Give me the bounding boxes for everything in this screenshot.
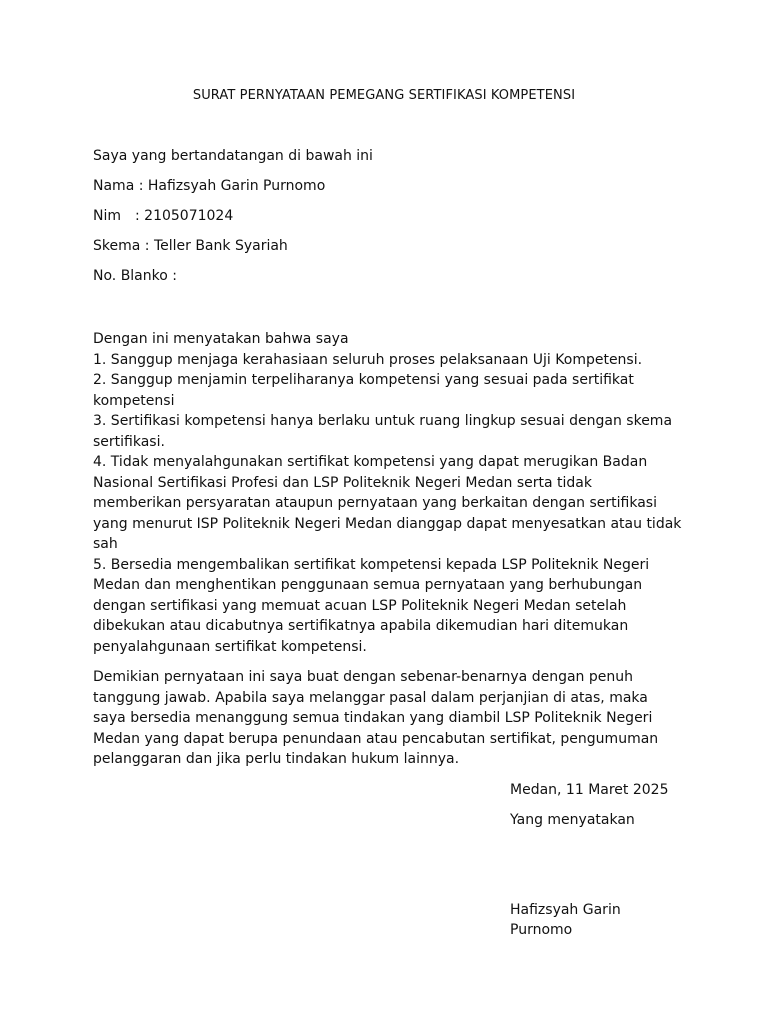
statement-item-5: 5. Bersedia mengembalikan sertifikat kompetensi kepada LSP Politeknik Negeri Medan dan menghentikan penggunaan semua pernyataan yang berhubungan dengan sertifikasi yang memuat acuan LSP Politeknik Negeri Medan setelah dibekukan atau dicabutnya sertifikatnya apabila dikemudian hari ditemukan penyalahgunaan sertifikat kompetensi. bbox=[93, 556, 650, 655]
signatory-label: Yang menyatakan bbox=[510, 812, 635, 828]
statement-item-2: 2. Sanggup menjamin terpeliharanya kompetensi yang sesuai pada sertifikat kompetensi bbox=[93, 372, 634, 409]
statement-lead: Dengan ini menyatakan bahwa saya bbox=[93, 331, 349, 347]
statement-item-4: 4. Tidak menyalahgunakan sertifikat kompetensi yang dapat merugikan Badan Nasional Sertifikasi Profesi dan LSP Politeknik Negeri Medan serta tidak memberikan persyaratan ataupun pernyataan yang berkaitan dengan sertifikasi yang menurut ISP Politeknik Negeri Medan dianggap dapat menyesatkan atau tidak sah bbox=[93, 454, 682, 552]
signatory-name-line-1: Hafizsyah Garin bbox=[510, 902, 621, 918]
statement-item-3: 3. Sertifikasi kompetensi hanya berlaku untuk ruang lingkup sesuai dengan skema sertifikasi. bbox=[93, 413, 673, 450]
intro-text: Saya yang bertandatangan di bawah ini bbox=[93, 148, 373, 164]
nim-line bbox=[93, 208, 233, 224]
closing-paragraph: Demikian pernyataan ini saya buat dengan sebenar-benarnya dengan penuh tanggung jawab. Apabila saya melanggar pasal dalam perjanjian di atas, maka saya bersedia menanggung semua tindakan yang diambil LSP Politeknik Negeri Medan yang dapat berupa penundaan atau pencabutan sertifikat, pengumuman pelanggaran dan jika perlu tindakan hukum lainnya. bbox=[93, 669, 659, 767]
skema-line: Skema : Teller Bank Syariah bbox=[93, 238, 288, 254]
statement-section bbox=[93, 329, 683, 657]
nama-line: Nama : Hafizsyah Garin Purnomo bbox=[93, 178, 326, 194]
nim-value: : 2105071024 bbox=[135, 208, 234, 224]
blanko-line: No. Blanko : bbox=[93, 268, 177, 284]
nim-label: Nim bbox=[93, 208, 121, 224]
document-title: SURAT PERNYATAAN PEMEGANG SERTIFIKASI KOMPETENSI bbox=[192, 88, 576, 103]
signatory-name-line-2: Purnomo bbox=[510, 922, 573, 938]
statement-item-1: 1. Sanggup menjaga kerahasiaan seluruh proses pelaksanaan Uji Kompetensi. bbox=[93, 351, 643, 368]
signatory-name bbox=[510, 900, 621, 940]
place-date: Medan, 11 Maret 2025 bbox=[510, 782, 669, 798]
